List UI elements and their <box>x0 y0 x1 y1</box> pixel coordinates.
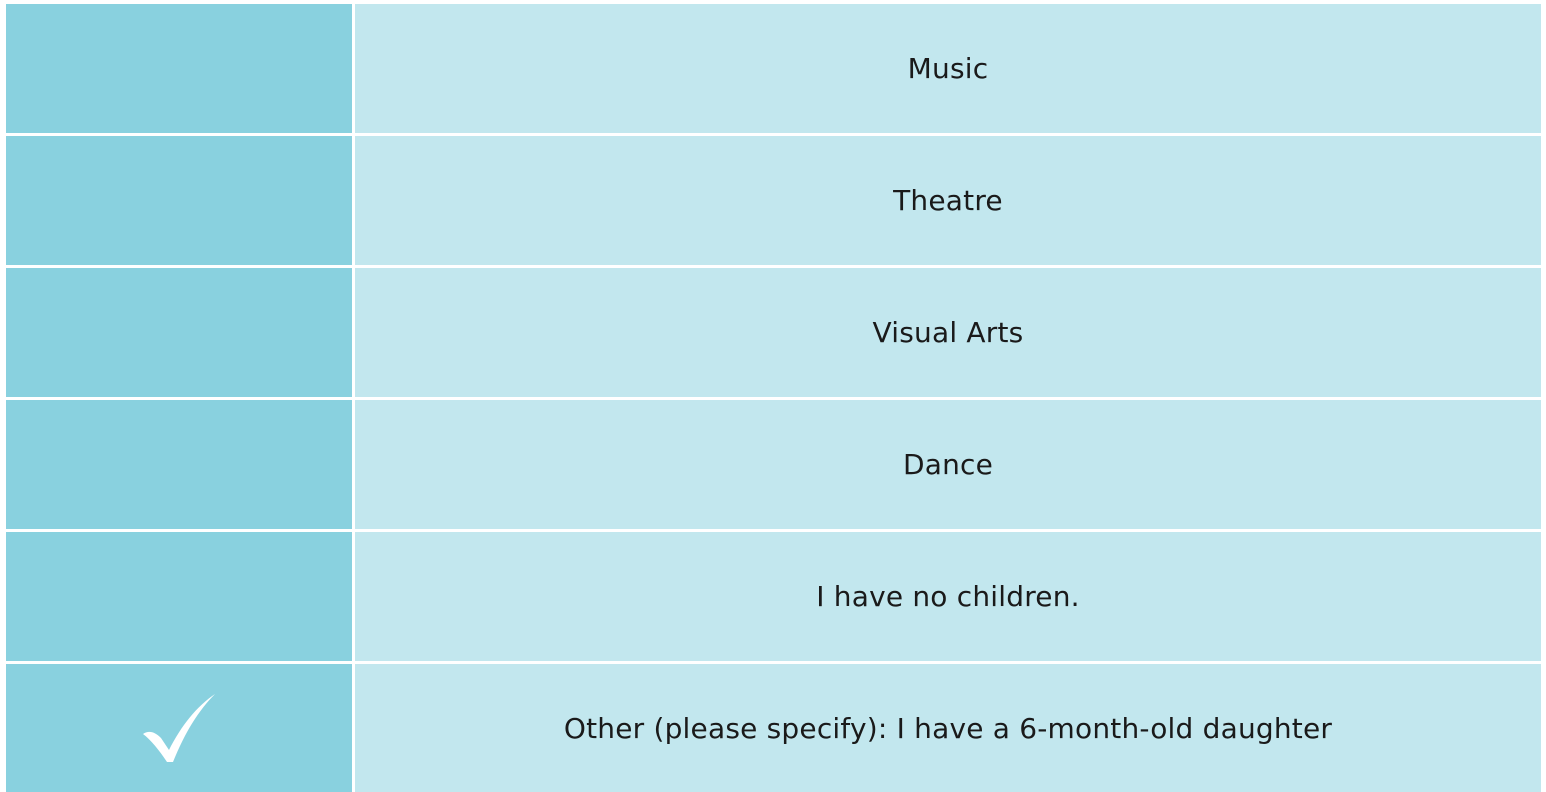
checkbox-cell[interactable] <box>6 400 352 529</box>
option-label: Theatre <box>355 136 1541 265</box>
option-label: Dance <box>355 400 1541 529</box>
option-row-no-children[interactable] <box>6 532 1541 661</box>
checkbox-cell[interactable] <box>6 136 352 265</box>
option-row-visual-arts[interactable] <box>6 268 1541 397</box>
option-label: Music <box>355 4 1541 133</box>
options-table <box>6 4 1541 792</box>
option-label: Visual Arts <box>355 268 1541 397</box>
checkbox-cell[interactable] <box>6 268 352 397</box>
checkbox-cell[interactable] <box>6 4 352 133</box>
checkbox-cell-checked[interactable] <box>6 664 352 792</box>
option-row-dance[interactable] <box>6 400 1541 529</box>
option-row-other[interactable] <box>6 664 1541 792</box>
option-row-theatre[interactable] <box>6 136 1541 265</box>
checkmark-icon <box>141 692 217 764</box>
option-row-music[interactable] <box>6 4 1541 133</box>
option-label: Other (please specify): I have a 6-month-old daughter <box>355 664 1541 792</box>
option-label: I have no children. <box>355 532 1541 661</box>
checkbox-cell[interactable] <box>6 532 352 661</box>
